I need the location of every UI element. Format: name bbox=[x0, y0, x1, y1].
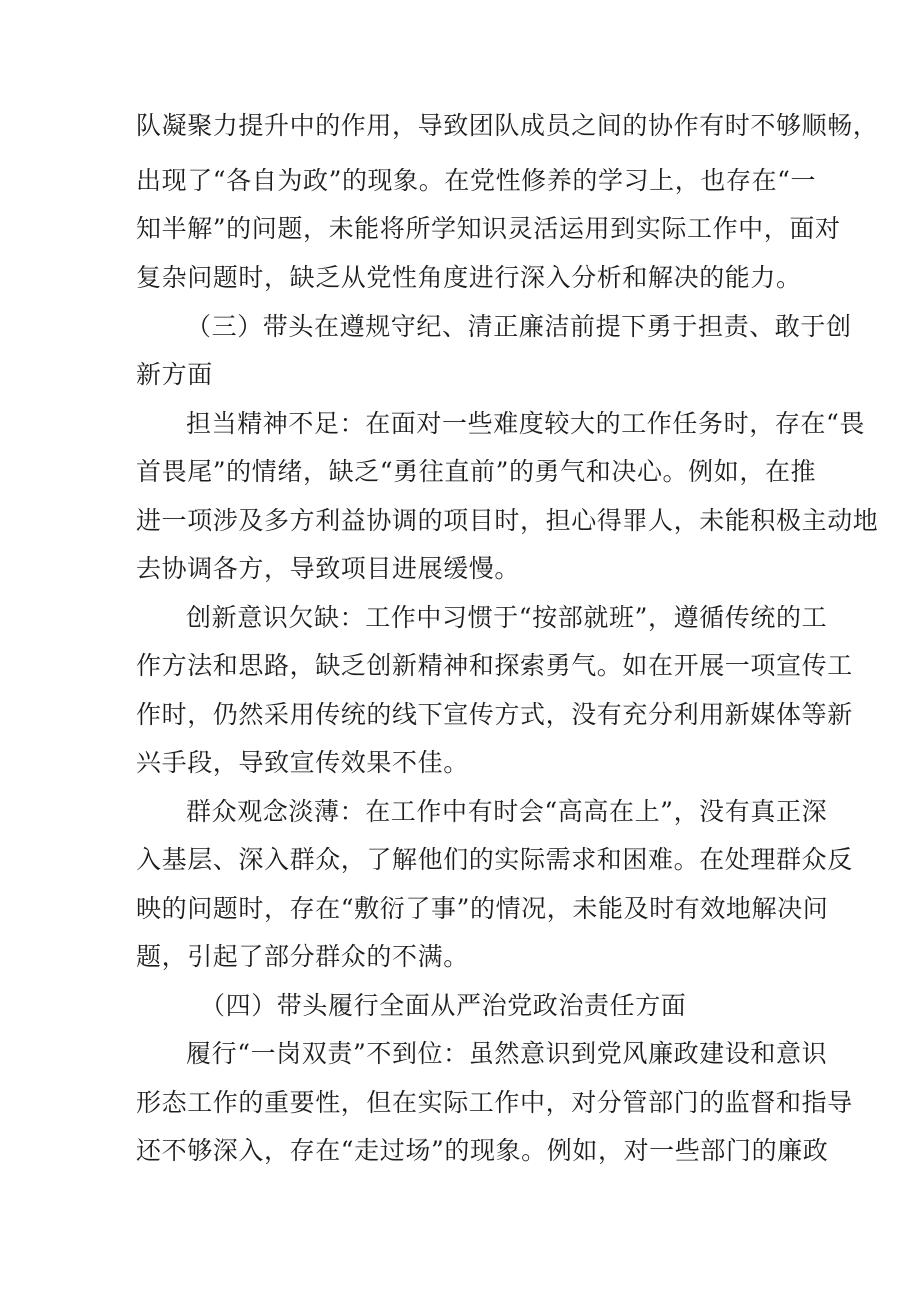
text-line: 担当精神不足：在面对一些难度较大的工作任务时，存在“畏 bbox=[186, 409, 865, 438]
text-line: 去协调各方，导致项目进展缓慢。 bbox=[136, 554, 521, 583]
text-line: 还不够深入，存在“走过场”的现象。例如，对一些部门的廉政 bbox=[136, 1136, 829, 1165]
text-line: 进一项涉及多方利益协调的项目时，担心得罪人，未能积极主动地 bbox=[136, 506, 879, 535]
text-line: 首畏尾”的情绪，缺乏“勇往直前”的勇气和决心。例如，在推 bbox=[136, 457, 817, 486]
text-line: 群众观念淡薄：在工作中有时会“高高在上”，没有真正深 bbox=[186, 797, 828, 826]
text-line: 兴手段，导致宣传效果不佳。 bbox=[136, 748, 469, 777]
text-line: 出现了“各自为政”的现象。在党性修养的学习上，也存在“一 bbox=[136, 166, 817, 195]
text-line: 队凝聚力提升中的作用，导致团队成员之间的协作有时不够顺畅， bbox=[136, 111, 879, 140]
text-line: 创新意识欠缺：工作中习惯于“按部就班”，遵循传统的工 bbox=[186, 603, 828, 632]
text-line: 映的问题时，存在“敷衍了事”的情况，未能及时有效地解决问 bbox=[136, 894, 829, 923]
text-line: 复杂问题时，缺乏从党性角度进行深入分析和解决的能力。 bbox=[136, 263, 802, 292]
text-line: 知半解”的问题，未能将所学知识灵活运用到实际工作中，面对 bbox=[136, 214, 841, 243]
text-line: 入基层、深入群众，了解他们的实际需求和困难。在处理群众反 bbox=[136, 845, 853, 874]
text-line: 题，引起了部分群众的不满。 bbox=[136, 942, 469, 971]
section-heading: 新方面 bbox=[136, 360, 213, 389]
text-line: 作方法和思路，缺乏创新精神和探索勇气。如在开展一项宣传工 bbox=[136, 651, 853, 680]
text-line: 作时，仍然采用传统的线下宣传方式，没有充分利用新媒体等新 bbox=[136, 700, 853, 729]
section-heading: （四）带头履行全面从严治党政治责任方面 bbox=[200, 991, 687, 1020]
section-heading: （三）带头在遵规守纪、清正廉洁前提下勇于担责、敢于创 bbox=[186, 312, 852, 341]
text-line: 履行“一岗双责”不到位：虽然意识到党风廉政建设和意识 bbox=[186, 1039, 828, 1068]
text-line: 形态工作的重要性，但在实际工作中，对分管部门的监督和指导 bbox=[136, 1088, 853, 1117]
